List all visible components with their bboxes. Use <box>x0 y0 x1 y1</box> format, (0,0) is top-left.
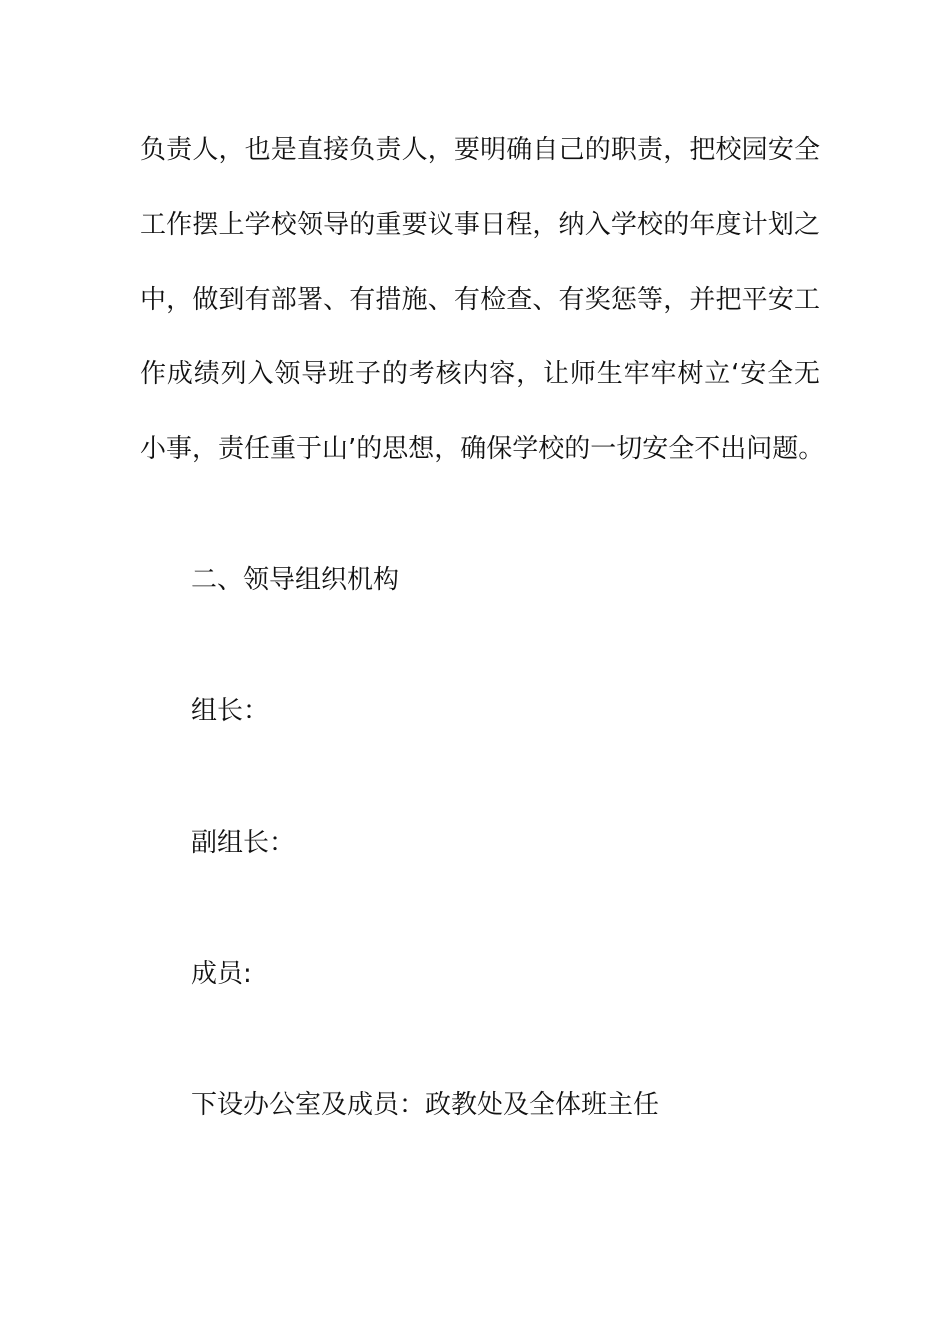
paragraph-line: 中，做到有部署、有措施、有检查、有奖惩等，并把平安工 <box>140 285 820 315</box>
office-line: 下设办公室及成员：政教处及全体班主任 <box>191 1090 660 1120</box>
paragraph-line: 负责人，也是直接负责人，要明确自己的职责，把校园安全 <box>140 135 820 165</box>
section-heading: 二、领导组织机构 <box>191 565 400 595</box>
deputy-leader-label: 副组长： <box>191 828 296 858</box>
paragraph-line: 小事，责任重于山’的思想，确保学校的一切安全不出问题。 <box>140 434 825 464</box>
leader-label: 组长： <box>191 696 270 726</box>
members-label: 成员: <box>191 959 252 989</box>
paragraph-line: 作成绩列入领导班子的考核内容，让师生牢牢树立‘安全无 <box>140 359 820 389</box>
paragraph-line: 工作摆上学校领导的重要议事日程，纳入学校的年度计划之 <box>140 210 820 240</box>
